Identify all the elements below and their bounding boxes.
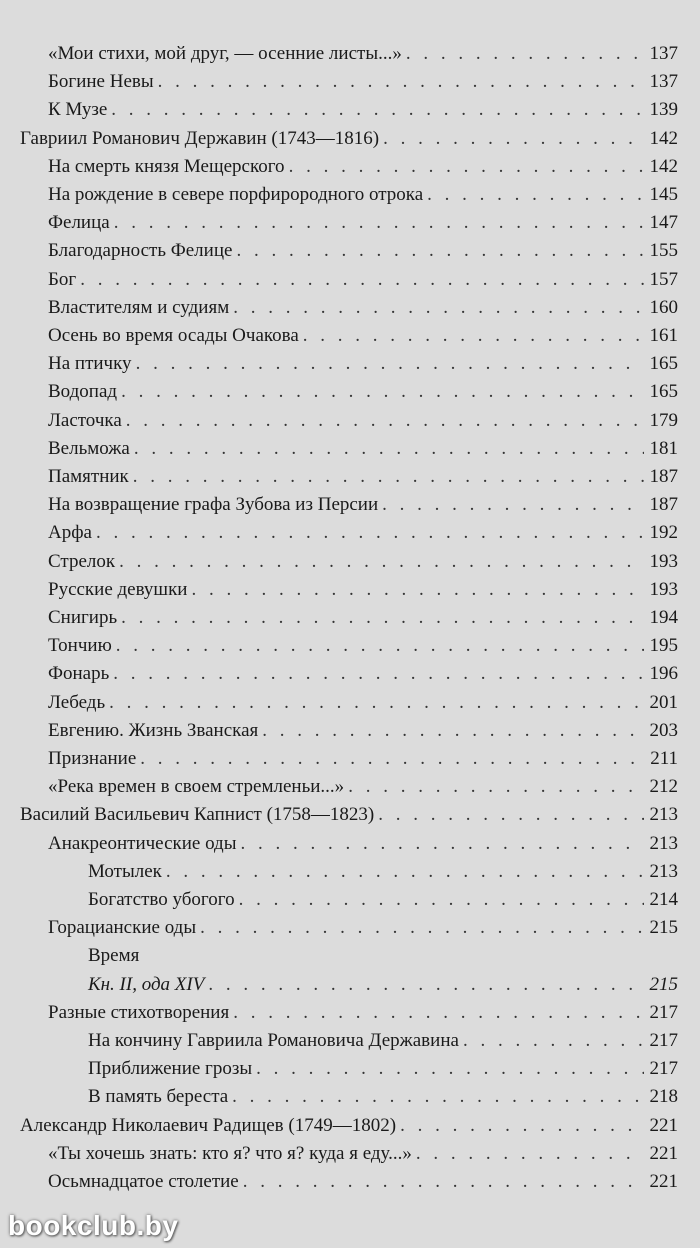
toc-entry xyxy=(0,96,700,124)
toc-entry-page: 217 xyxy=(649,1058,678,1080)
toc-entry-page: 187 xyxy=(649,494,678,516)
toc-entry xyxy=(0,858,700,886)
toc-entry-page: 165 xyxy=(649,381,678,403)
toc-entry-page: 214 xyxy=(649,889,678,910)
toc-entry xyxy=(0,886,700,914)
toc-entry-page: 201 xyxy=(649,691,678,713)
toc-leader-dots xyxy=(289,153,644,181)
toc-entry-title: Богине Невы xyxy=(48,71,154,93)
toc-entry-page: 147 xyxy=(649,212,678,234)
toc-leader-dots xyxy=(378,801,643,829)
toc-leader-dots xyxy=(236,237,643,265)
toc-entry-page: 211 xyxy=(650,748,678,769)
toc-entry-title: «Река времен в своем стремленьи...» xyxy=(48,776,345,798)
toc-entry xyxy=(0,660,700,688)
toc-leader-dots xyxy=(463,1027,644,1055)
toc-entry xyxy=(0,548,700,576)
toc-entry-title: «Мои стихи, мой друг, — осенние листы...» xyxy=(48,43,402,64)
toc-entry-page: 160 xyxy=(649,296,678,318)
toc-leader-dots xyxy=(232,1083,643,1111)
toc-entry-page: 213 xyxy=(649,804,678,826)
toc-entry-title: Александр Николаевич Радищев (1749—1802) xyxy=(20,1114,397,1136)
toc-entry xyxy=(0,773,700,801)
toc-entry xyxy=(0,717,700,745)
toc-entry-page: 161 xyxy=(649,325,678,346)
toc-entry xyxy=(0,576,700,604)
toc-entry-page: 192 xyxy=(649,522,678,544)
toc-entry-title: Властителям и судиям xyxy=(48,296,230,318)
toc-entry-page: 213 xyxy=(649,860,678,882)
toc-leader-dots xyxy=(133,463,644,491)
toc-entry-title: Снигирь xyxy=(48,607,118,628)
toc-entry-title: На возвращение графа Зубова из Персии xyxy=(48,494,379,516)
toc-entry xyxy=(0,914,700,942)
toc-entry-title: Тончию xyxy=(48,635,112,657)
toc-leader-dots xyxy=(416,1140,644,1168)
toc-entry xyxy=(0,942,700,970)
toc-entry-title: Василий Васильевич Капнист (1758—1823) xyxy=(20,804,375,826)
toc-leader-dots xyxy=(239,886,644,914)
toc-entry-page: 142 xyxy=(649,127,678,149)
toc-entry-page: 221 xyxy=(649,1171,678,1192)
toc-leader-dots xyxy=(208,971,643,999)
toc-leader-dots xyxy=(113,660,643,688)
toc-leader-dots xyxy=(303,322,644,350)
toc-entry xyxy=(0,491,700,519)
toc-entry-title: Гавриил Романович Державин (1743—1816) xyxy=(20,127,380,149)
toc-entry-page: 221 xyxy=(649,1114,678,1136)
toc-entry-page: 196 xyxy=(649,663,678,685)
toc-leader-dots xyxy=(262,717,643,745)
toc-entry-title: В память береста xyxy=(88,1086,229,1108)
toc-entry xyxy=(0,830,700,858)
toc-entry-title: Русские девушки xyxy=(48,578,188,600)
toc-entry-title: Стрелок xyxy=(48,550,116,572)
toc-entry-page: 179 xyxy=(649,409,678,431)
toc-entry-page: 187 xyxy=(649,466,678,487)
toc-entry xyxy=(0,322,700,350)
toc-entry xyxy=(0,999,700,1027)
toc-entry-title: На рождение в севере порфирородного отрока xyxy=(48,184,424,205)
toc-leader-dots xyxy=(121,604,643,632)
toc-entry-title: Время xyxy=(88,945,140,967)
toc-leader-dots xyxy=(383,125,643,153)
toc-entry-title: Вельможа xyxy=(48,437,130,459)
toc-entry-title: Водопад xyxy=(48,381,118,403)
toc-entry-page: 221 xyxy=(649,1142,678,1164)
toc-leader-dots xyxy=(233,999,643,1027)
toc-entry xyxy=(0,463,700,491)
toc-entry-page: 195 xyxy=(649,635,678,657)
toc-entry xyxy=(0,1083,700,1111)
toc-entry-page: 212 xyxy=(649,776,678,798)
toc-entry-title: Анакреонтические оды xyxy=(48,832,237,854)
toc-entry xyxy=(0,689,700,717)
toc-entry xyxy=(0,350,700,378)
toc-leader-dots xyxy=(241,830,644,858)
toc-entry-page: 217 xyxy=(649,1030,678,1051)
toc-entry-title: Евгению. Жизнь Званская xyxy=(48,719,259,741)
toc-leader-dots xyxy=(126,407,644,435)
toc-entry-page: 193 xyxy=(649,578,678,600)
toc-entry xyxy=(0,801,700,829)
toc-leader-dots xyxy=(382,491,643,519)
toc-entry-page: 215 xyxy=(649,917,678,939)
toc-leader-dots xyxy=(400,1112,643,1140)
toc-entry-page: 155 xyxy=(649,240,678,262)
toc-leader-dots xyxy=(109,689,643,717)
toc-entry-title: Памятник xyxy=(48,466,129,487)
toc-entry xyxy=(0,1112,700,1140)
toc-entry xyxy=(0,407,700,435)
toc-entry xyxy=(0,125,700,153)
toc-entry-title: Кн. II, ода XIV xyxy=(88,973,205,995)
toc-entry xyxy=(0,68,700,96)
toc-entry-title: Осьмнадцатое столетие xyxy=(48,1171,239,1192)
toc-leader-dots xyxy=(111,96,643,124)
toc-entry-title: Ласточка xyxy=(48,409,122,431)
toc-entry-title: Благодарность Фелице xyxy=(48,240,233,262)
toc-leader-dots xyxy=(348,773,643,801)
toc-entry xyxy=(0,378,700,406)
toc-entry xyxy=(0,971,700,999)
toc-leader-dots xyxy=(80,266,643,294)
toc-entry-title: К Музе xyxy=(48,99,108,121)
toc-entry xyxy=(0,435,700,463)
toc-entry-page: 194 xyxy=(649,607,678,628)
toc-entry-page: 203 xyxy=(649,719,678,741)
toc-entry-page: 145 xyxy=(649,184,678,205)
toc-leader-dots xyxy=(96,519,644,547)
toc-entry-title: Фонарь xyxy=(48,663,110,685)
toc-entry xyxy=(0,209,700,237)
toc-entry-page: 218 xyxy=(649,1086,678,1108)
toc-entry xyxy=(0,40,700,68)
toc-leader-dots xyxy=(427,181,643,209)
toc-entry-title: На птичку xyxy=(48,353,132,375)
toc-entry-title: Разные стихотворения xyxy=(48,1001,230,1023)
toc-entry-title: «Ты хочешь знать: кто я? что я? куда я еду...» xyxy=(48,1142,412,1164)
toc-entry-page: 157 xyxy=(649,268,678,290)
toc-entry-page: 137 xyxy=(649,71,678,93)
toc-entry-title: Мотылек xyxy=(88,860,162,882)
toc-entry xyxy=(0,1168,700,1196)
toc-entry xyxy=(0,181,700,209)
toc-leader-dots xyxy=(121,378,643,406)
toc-leader-dots xyxy=(243,1168,644,1196)
toc-entry-title: Лебедь xyxy=(48,691,106,713)
toc-entry-title: Арфа xyxy=(48,522,92,544)
toc-entry xyxy=(0,153,700,181)
toc-entry xyxy=(0,519,700,547)
toc-entry-title: Осень во время осады Очакова xyxy=(48,325,299,346)
toc-entry-title: На кончину Гавриила Романовича Державина xyxy=(88,1030,459,1051)
toc-entry-title: Признание xyxy=(48,748,137,769)
toc-leader-dots xyxy=(233,294,643,322)
toc-entry-page: 165 xyxy=(649,353,678,375)
toc-entry xyxy=(0,294,700,322)
toc-leader-dots xyxy=(256,1055,643,1083)
toc-entry xyxy=(0,604,700,632)
toc-entry xyxy=(0,237,700,265)
toc-entry-page: 142 xyxy=(649,155,678,177)
toc-entry-title: Горацианские оды xyxy=(48,917,197,939)
toc-entry-title: Фелица xyxy=(48,212,110,234)
toc-entry xyxy=(0,1027,700,1055)
toc-leader-dots xyxy=(140,745,644,773)
toc-entry-page: 213 xyxy=(649,832,678,854)
toc-entry-title: Богатство убогого xyxy=(88,889,235,910)
toc-leader-dots xyxy=(200,914,643,942)
toc-leader-dots xyxy=(119,548,643,576)
toc-entry xyxy=(0,1055,700,1083)
toc-entry-page: 217 xyxy=(649,1001,678,1023)
toc-leader-dots xyxy=(136,350,644,378)
toc-entry xyxy=(0,745,700,773)
toc-entry-title: На смерть князя Мещерского xyxy=(48,155,285,177)
toc-leader-dots xyxy=(134,435,644,463)
watermark-logo: bookclub.by xyxy=(8,1210,179,1241)
toc-entry-page: 181 xyxy=(649,437,678,459)
toc-entry-title: Приближение грозы xyxy=(88,1058,253,1080)
toc-leader-dots xyxy=(158,68,644,96)
toc-entry xyxy=(0,266,700,294)
toc-entry-title: Бог xyxy=(48,268,77,290)
toc-entry xyxy=(0,632,700,660)
toc-entry-page: 215 xyxy=(649,973,678,995)
toc-leader-dots xyxy=(191,576,643,604)
toc-leader-dots xyxy=(166,858,644,886)
toc-leader-dots xyxy=(406,40,644,68)
toc-leader-dots xyxy=(114,209,644,237)
toc-entry-page: 139 xyxy=(649,99,678,121)
toc-entry xyxy=(0,1140,700,1168)
toc-entry-page: 137 xyxy=(649,43,678,64)
toc-entry-page: 193 xyxy=(649,550,678,572)
toc-leader-dots xyxy=(116,632,644,660)
